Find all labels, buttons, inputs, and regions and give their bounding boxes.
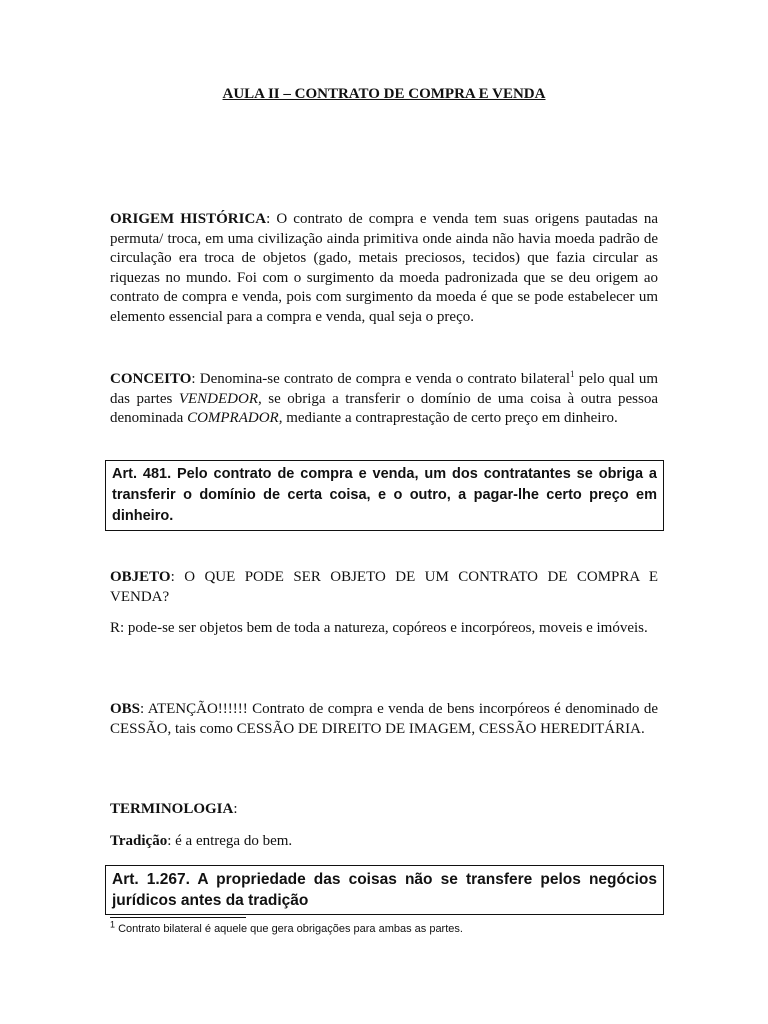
conceito-text-1: : Denomina-se contrato de compra e venda o contrato bilateral: [191, 371, 571, 387]
objeto-text: : O QUE PODE SER OBJETO DE UM CONTRATO DE COMPRA E VENDA?: [110, 569, 658, 605]
objeto-label: OBJETO: [110, 569, 171, 585]
conceito-text-3: se obriga a transferir o domínio de uma coisa à outra pessoa denominada: [110, 390, 659, 427]
conceito-text-4: mediante a contraprestação de certo preço em dinheiro.: [282, 410, 618, 427]
conceito-label: CONCEITO: [110, 371, 192, 387]
obs-paragraph: [110, 700, 658, 739]
conceito-paragraph: [110, 370, 658, 429]
objeto-paragraph: [110, 568, 658, 607]
comprador-term: COMPRADOR,: [187, 410, 283, 427]
art-1267-box: Art. 1.267. A propriedade das coisas não se transfere pelos negócios jurídicos antes da tradição: [105, 865, 664, 915]
terminologia-label: TERMINOLOGIA: [110, 801, 234, 817]
obs-text: : ATENÇÃO!!!!!! Contrato de compra e venda de bens incorpóreos é denominado de CESSÃO, tais como CESSÃO DE DIREITO DE IMAGEM, CESSÃO HEREDITÁRIA.: [110, 701, 658, 737]
art-481-box: Art. 481. Pelo contrato de compra e venda, um dos contratantes se obriga a transferir o domínio de certa coisa, e o outro, a pagar-lhe certo preço em dinheiro.: [105, 460, 664, 531]
conceito-text-2: pelo qual um das partes: [110, 371, 658, 407]
origem-label: ORIGEM HISTÓRICA: [110, 211, 267, 227]
objeto-answer: R: pode-se ser objetos bem de toda a natureza, copóreos e incorpóreos, moveis e imóveis.: [110, 620, 648, 636]
page-title: AULA II – CONTRATO DE COMPRA E VENDA: [222, 86, 546, 102]
tradicao-label: Tradição: [110, 833, 168, 849]
obs-label: OBS: [110, 701, 141, 717]
tradicao-text: : é a entrega do bem.: [167, 833, 293, 849]
footnote: [110, 919, 463, 935]
terminologia-heading: [110, 800, 658, 820]
footnote-ref: 1: [570, 369, 575, 379]
origem-text: : O contrato de compra e venda tem suas origens pautadas na permuta/ troca, em uma civilização ainda primitiva onde ainda não havia moeda padrão de circulação era troca de objetos (gado, metais preciosos, tecidos) que fazia circular as riquezas no mundo. Foi com o surgimento da moeda padronizada que se deu origem ao contrato de compra e venda, pois com surgimento da moeda é que se pode estabelecer um elemento essencial para a compra e venda, qual seja o preço.: [110, 211, 659, 325]
tradicao-paragraph: [110, 832, 658, 852]
vendedor-term: VENDEDOR,: [178, 390, 262, 407]
footnote-divider: [110, 917, 246, 918]
origem-paragraph: [110, 210, 658, 328]
terminologia-colon: :: [233, 801, 238, 817]
footnote-text: Contrato bilateral é aquele que gera obrigações para ambas as partes.: [115, 923, 463, 935]
footnote-number: 1: [110, 919, 116, 930]
